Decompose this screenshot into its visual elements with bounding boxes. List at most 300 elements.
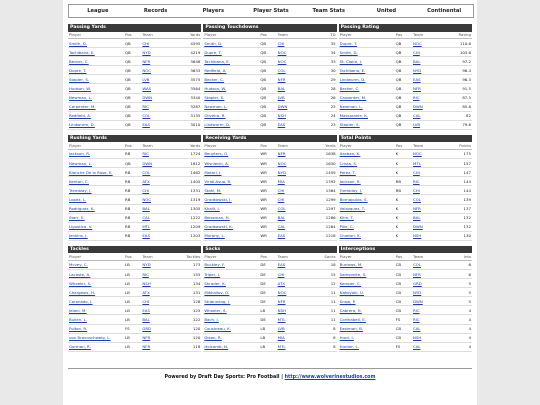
table-row (203, 306, 336, 315)
player-name[interactable]: Lindwurm, D. (203, 120, 259, 129)
team-code[interactable]: RIC (141, 269, 161, 278)
panel-passing-yards (68, 24, 201, 130)
player-position: QB (124, 84, 141, 93)
team-code[interactable]: EAS (277, 260, 297, 269)
team-code[interactable]: NYD (141, 260, 161, 269)
player-name[interactable]: Hudson, W. (203, 84, 259, 93)
player-name[interactable]: Smith, D. (339, 48, 395, 57)
table-row (203, 269, 336, 278)
nav-item-team-stats[interactable]: Team Stats (312, 8, 345, 14)
player-name[interactable]: Smith, D. (203, 39, 259, 48)
team-code[interactable]: NSH (412, 231, 432, 240)
team-code[interactable]: EAS (141, 231, 161, 240)
team-code[interactable]: EAS (277, 231, 297, 240)
player-position: QB (259, 111, 276, 120)
team-code[interactable]: DWN (141, 93, 161, 102)
stat-value: 1459 (297, 168, 337, 177)
player-name[interactable]: Becker, C. (203, 75, 259, 84)
column-header-pos: Pos (395, 142, 412, 149)
player-name[interactable]: Newman, L. (68, 159, 124, 168)
player-position: FS (124, 324, 141, 333)
column-header-team: Team (412, 253, 432, 260)
stat-value: 3135 (161, 111, 201, 120)
player-position: QB (259, 84, 276, 93)
team-code[interactable]: NOC (412, 149, 432, 158)
player-position: CB (395, 297, 412, 306)
player-name[interactable]: Lopez, L. (68, 195, 124, 204)
stat-value: 1630 (297, 159, 337, 168)
team-code[interactable]: BAL (277, 84, 297, 93)
player-name[interactable]: Shrader, K. (203, 279, 259, 288)
footer-link[interactable]: http://www.wolverinestudios.com (284, 375, 376, 380)
team-code[interactable]: NFR (412, 204, 432, 213)
table-header-row (68, 253, 201, 260)
team-code[interactable]: NOC (141, 66, 161, 75)
team-code[interactable]: NYD (412, 288, 432, 297)
stat-value: 1392 (297, 177, 337, 186)
player-position: QB (395, 84, 412, 93)
player-name[interactable]: Kemper, C. (339, 279, 395, 288)
team-code[interactable]: NSH (141, 279, 161, 288)
stat-value: 30 (297, 66, 337, 75)
player-name[interactable]: Stapler, S. (203, 93, 259, 102)
player-name[interactable]: Tachibana, E. (68, 48, 124, 57)
panel-title: Tackles (68, 246, 201, 254)
table-row (68, 306, 201, 315)
player-name[interactable]: Tachibana, E. (339, 66, 395, 75)
player-name[interactable]: Bullen, L. (68, 315, 124, 324)
column-header-yards: Yards (297, 142, 337, 149)
player-name[interactable]: Becker, C. (68, 57, 124, 66)
team-code[interactable]: COL (141, 111, 161, 120)
team-code[interactable]: DWN (412, 297, 432, 306)
team-code[interactable]: COL (412, 260, 432, 269)
table-row (68, 84, 201, 93)
player-name[interactable]: Newman, L. (203, 102, 259, 111)
player-position: K (395, 168, 412, 177)
table-row (203, 324, 336, 333)
player-name[interactable]: Becker, C. (339, 84, 395, 93)
stat-value: 4 (432, 333, 472, 342)
player-name[interactable]: Kenton, C. (68, 177, 124, 186)
stat-value: 173 (161, 260, 201, 269)
team-code[interactable]: MTL (141, 222, 161, 231)
table-row (68, 315, 201, 324)
table-row (68, 66, 201, 75)
team-code[interactable]: NFR (141, 342, 161, 351)
player-name[interactable]: Snow, P. (339, 297, 395, 306)
player-name[interactable]: Holcomb, N. (203, 342, 259, 351)
player-name[interactable]: Redfield, A. (203, 66, 259, 75)
player-name[interactable]: Triper, J. (203, 269, 259, 278)
team-code[interactable]: CHI (412, 48, 432, 57)
player-position: RB (124, 231, 141, 240)
team-code[interactable]: NFR (277, 297, 297, 306)
panel-rushing-yards (68, 135, 201, 241)
table-row (68, 120, 201, 129)
team-code[interactable]: NOC (277, 48, 297, 57)
player-name[interactable]: Dupre, T. (203, 48, 259, 57)
team-code[interactable]: NOC (277, 159, 297, 168)
team-code[interactable]: CHI (277, 195, 297, 204)
player-name[interactable]: Ligustica, V. (68, 222, 124, 231)
player-name[interactable]: Stubnnaug, J. (203, 297, 259, 306)
table-row (68, 269, 201, 278)
column-header-team: Team (277, 142, 297, 149)
player-position: QB (259, 57, 276, 66)
team-code[interactable]: LVB (412, 120, 432, 129)
stat-value: 33 (297, 57, 337, 66)
stat-value: 85.8 (432, 102, 472, 111)
team-code[interactable]: NOC (277, 288, 297, 297)
stat-value: 34 (297, 48, 337, 57)
player-name[interactable]: Perez, T. (339, 168, 395, 177)
player-name[interactable]: Wheeler, S. (203, 306, 259, 315)
player-name[interactable]: Coronado, J. (68, 297, 124, 306)
table-row (68, 75, 201, 84)
player-position: QB (124, 93, 141, 102)
stat-value: 1638 (297, 149, 337, 158)
stat-value: 1218 (297, 231, 337, 240)
team-code[interactable]: MTL (277, 342, 297, 351)
player-name[interactable]: Hudson, W. (68, 84, 124, 93)
player-name[interactable]: Stapler, S. (68, 75, 124, 84)
team-code[interactable]: COL (412, 195, 432, 204)
team-code[interactable]: DWN (277, 102, 297, 111)
player-name[interactable]: Fulton, R. (68, 324, 124, 333)
table-header-row (203, 142, 336, 149)
nav-item-players[interactable]: Players (202, 8, 225, 14)
team-code[interactable]: NYD (412, 66, 432, 75)
player-name[interactable]: Hunt, I. (339, 333, 395, 342)
table-row (339, 168, 472, 177)
player-name[interactable]: Azeban, K. (339, 149, 395, 158)
stat-value: 137 (432, 204, 472, 213)
stat-value: 11 (297, 288, 337, 297)
player-name[interactable]: Velazquez, T. (339, 204, 395, 213)
player-name[interactable]: Jenkins, J. (68, 231, 124, 240)
team-code[interactable]: RIC (141, 149, 161, 158)
table-row (339, 177, 472, 186)
table-row (339, 222, 472, 231)
team-code[interactable]: RIC (141, 102, 161, 111)
team-code[interactable]: CAL (412, 342, 432, 351)
player-name[interactable]: Burrows, M. (339, 260, 395, 269)
stat-leaders-grid (68, 24, 472, 352)
player-name[interactable]: Jackson, R. (339, 177, 395, 186)
player-position: QB (395, 66, 412, 75)
player-name[interactable]: Eastman, B. (339, 324, 395, 333)
team-code[interactable]: CHI (141, 186, 161, 195)
team-code[interactable]: NFR (277, 75, 297, 84)
player-name[interactable]: St. Claire, J. (339, 57, 395, 66)
team-code[interactable]: DWN (412, 102, 432, 111)
stat-value: 1405 (161, 177, 201, 186)
team-code[interactable]: NOC (141, 195, 161, 204)
team-code[interactable]: MTL (277, 315, 297, 324)
stat-value: 144 (432, 177, 472, 186)
player-name[interactable]: Redfield, A. (68, 111, 124, 120)
nav-item-league[interactable]: League (87, 8, 109, 14)
team-code[interactable]: DWN (141, 159, 161, 168)
player-position: CB (395, 260, 412, 269)
player-position: LB (124, 306, 141, 315)
team-code[interactable]: NYD (141, 48, 161, 57)
player-name[interactable]: Beissman, H. (203, 213, 259, 222)
player-name[interactable]: Gradkowski, J. (203, 195, 259, 204)
team-code[interactable]: NSH (412, 333, 432, 342)
player-name[interactable]: Tremblay, J. (68, 186, 124, 195)
player-name[interactable]: Dupre, T. (68, 66, 124, 75)
player-name[interactable]: Smith, D. (68, 39, 124, 48)
team-code[interactable]: NFR (412, 84, 432, 93)
table-row (339, 279, 472, 288)
stat-value: 110.6 (432, 39, 472, 48)
team-code[interactable]: RIC (412, 315, 432, 324)
team-code[interactable]: RIC (412, 93, 432, 102)
team-code[interactable]: EAS (141, 120, 161, 129)
stat-value: 3287 (161, 102, 201, 111)
player-name[interactable]: Cousineau, K. (203, 324, 259, 333)
team-code[interactable]: NSH (277, 111, 297, 120)
player-name[interactable]: Nakoyaki, U. (339, 288, 395, 297)
player-name[interactable]: Wisniecki, A. (203, 159, 259, 168)
player-name[interactable]: Newman, L. (339, 102, 395, 111)
team-code[interactable]: ATX (141, 288, 161, 297)
table-row (68, 102, 201, 111)
player-name[interactable]: Crista, S. (339, 159, 395, 168)
team-code[interactable]: NFR (277, 149, 297, 158)
team-code[interactable]: CHI (277, 186, 297, 195)
team-code[interactable]: BAL (141, 315, 161, 324)
player-name[interactable]: Gradkowski, K. (203, 222, 259, 231)
team-code[interactable]: BAL (412, 213, 432, 222)
table-row (203, 195, 336, 204)
player-name[interactable]: Khalil, J. (203, 204, 259, 213)
column-header-pos: Pos (259, 32, 276, 39)
player-position: RB (124, 222, 141, 231)
team-code[interactable]: COL (277, 66, 297, 75)
stat-value: 120 (161, 333, 201, 342)
team-code[interactable]: LVB (277, 93, 297, 102)
top-navigation (68, 4, 474, 18)
team-code[interactable]: GRD (412, 279, 432, 288)
player-name[interactable]: Lindwurm, D. (339, 75, 395, 84)
player-name[interactable]: Chargeois, H. (68, 288, 124, 297)
stat-value: 25 (297, 102, 337, 111)
team-code[interactable]: WAS (141, 84, 161, 93)
player-name[interactable]: Rodriguez, K. (68, 204, 124, 213)
nav-item-player-stats[interactable]: Player Stats (253, 8, 289, 14)
team-code[interactable]: GRD (141, 324, 161, 333)
player-position: K (395, 149, 412, 158)
player-name[interactable]: Gorman, R. (68, 342, 124, 351)
player-name[interactable]: Corthabell, E. (339, 315, 395, 324)
footer-separator: | (281, 375, 283, 380)
player-name[interactable]: Lacoste, A. (68, 269, 124, 278)
player-name[interactable]: Oliveira, R. (203, 111, 259, 120)
player-position: CB (395, 288, 412, 297)
table-row (339, 342, 472, 351)
table-row (339, 195, 472, 204)
team-code[interactable]: NFR (412, 269, 432, 278)
team-code[interactable]: CAL (412, 111, 432, 120)
team-code[interactable]: CAL (277, 222, 297, 231)
player-name[interactable]: Clueton, K. (339, 231, 395, 240)
team-code[interactable]: EAS (277, 120, 297, 129)
team-code[interactable]: NSH (277, 306, 297, 315)
player-name[interactable]: Dixon, R. (203, 333, 259, 342)
player-position: QB (124, 48, 141, 57)
table-row (203, 279, 336, 288)
player-position: QB (259, 120, 276, 129)
player-name[interactable]: Stahl, M. (203, 186, 259, 195)
team-code[interactable]: COL (141, 168, 161, 177)
team-code[interactable]: CHI (277, 39, 297, 48)
table-row (339, 93, 472, 102)
team-code[interactable]: CHI (141, 297, 161, 306)
stat-value: 4595 (161, 39, 201, 48)
player-name[interactable]: Newman, L. (68, 93, 124, 102)
table-row (68, 204, 201, 213)
team-code[interactable]: ATX (277, 279, 297, 288)
team-code[interactable]: NFR (141, 57, 161, 66)
player-position: QB (395, 102, 412, 111)
stat-value: 12 (297, 279, 337, 288)
stat-value: 35 (297, 39, 337, 48)
player-name[interactable]: Murphy, L. (203, 231, 259, 240)
table-row (68, 39, 201, 48)
team-code[interactable]: COL (277, 204, 297, 213)
player-name[interactable]: Cabrera, H. (339, 306, 395, 315)
player-position: DE (259, 288, 276, 297)
player-name[interactable]: Carpenter, M. (339, 93, 395, 102)
player-name[interactable]: Dupre, T. (339, 39, 395, 48)
team-code[interactable]: NOC (412, 39, 432, 48)
table-row (203, 93, 336, 102)
table-row (203, 39, 336, 48)
team-code[interactable]: NFR (141, 333, 161, 342)
team-code[interactable]: MIA (277, 333, 297, 342)
player-position: QB (395, 39, 412, 48)
panel-title: Rushing Yards (68, 135, 201, 143)
player-position: QB (395, 57, 412, 66)
team-code[interactable]: ATX (141, 177, 161, 186)
nav-item-united[interactable]: United (376, 8, 397, 14)
player-position: RB (124, 204, 141, 213)
player-name[interactable]: Starr, E. (68, 213, 124, 222)
team-code[interactable]: EAS (412, 75, 432, 84)
player-name[interactable]: Klim, T. (339, 213, 395, 222)
team-code[interactable]: CHI (412, 186, 432, 195)
player-name[interactable]: Massaranie, K. (339, 111, 395, 120)
stat-value: 4 (432, 342, 472, 351)
table-row (68, 222, 201, 231)
table-row (68, 297, 201, 306)
team-code[interactable]: CAL (412, 324, 432, 333)
player-name[interactable]: Wheeler, S. (68, 279, 124, 288)
team-code[interactable]: LVB (277, 324, 297, 333)
player-name[interactable]: Beuyters, O. (203, 149, 259, 158)
stat-value: 29 (297, 75, 337, 84)
stat-value: 139 (432, 195, 472, 204)
table-row (68, 111, 201, 120)
player-name[interactable]: Jelani, M. (68, 306, 124, 315)
player-name[interactable]: Mikhailov, O. (203, 288, 259, 297)
team-code[interactable]: BAL (277, 213, 297, 222)
team-code[interactable]: CAL (141, 213, 161, 222)
column-header-pos: Pos (124, 32, 141, 39)
player-name[interactable]: Samsonite, S. (339, 269, 395, 278)
stat-value: 11 (297, 297, 337, 306)
player-name[interactable]: Stapler, S. (339, 120, 395, 129)
player-name[interactable]: Lindwurm, D. (68, 120, 124, 129)
player-name[interactable]: von Braunschweig, L. (68, 333, 124, 342)
player-name[interactable]: Tachibana, E. (203, 57, 259, 66)
player-name[interactable]: Jackson, R. (68, 149, 124, 158)
team-code[interactable]: DWN (412, 222, 432, 231)
player-name[interactable]: Pike, C. (339, 222, 395, 231)
table-row (339, 306, 472, 315)
stat-value: 6 (432, 260, 472, 269)
player-position: RB (124, 213, 141, 222)
team-code[interactable]: MIA (277, 177, 297, 186)
player-name[interactable]: Viridi-Asua, R. (203, 177, 259, 186)
table-row (203, 315, 336, 324)
player-name[interactable]: Buckley, F. (203, 260, 259, 269)
team-code[interactable]: CHI (412, 168, 432, 177)
player-name[interactable]: Tremblay, J. (339, 186, 395, 195)
team-code[interactable]: BAL (141, 204, 161, 213)
stat-value: 1364 (297, 186, 337, 195)
player-name[interactable]: Bornapulos, S. (339, 195, 395, 204)
column-header-team: Team (412, 32, 432, 39)
player-name[interactable]: Bach, J. (203, 315, 259, 324)
column-header-sacks: Sacks (297, 253, 337, 260)
panel-tackles (68, 246, 201, 352)
team-code[interactable]: LVB (141, 75, 161, 84)
player-position: RB (395, 177, 412, 186)
team-code[interactable]: NOC (277, 57, 297, 66)
team-code[interactable]: BAL (412, 57, 432, 66)
team-code[interactable]: EAS (141, 306, 161, 315)
player-position: FS (395, 342, 412, 351)
team-code[interactable]: CHI (277, 269, 297, 278)
player-position: DE (259, 279, 276, 288)
player-position: WR (259, 159, 276, 168)
player-name[interactable]: Carpenter, M. (68, 102, 124, 111)
table-row (203, 260, 336, 269)
team-code[interactable]: RIC (412, 177, 432, 186)
footer-divider (68, 368, 472, 369)
stat-value: 1209 (161, 222, 201, 231)
team-code[interactable]: NYD (277, 168, 297, 177)
player-name[interactable]: Hunter, L. (339, 342, 395, 351)
nav-item-records[interactable]: Records (143, 8, 168, 14)
table-row (339, 149, 472, 158)
player-position: QB (124, 66, 141, 75)
nav-item-continental[interactable]: Continental (427, 8, 462, 14)
team-code[interactable]: RIC (412, 306, 432, 315)
player-position: RB (395, 186, 412, 195)
team-code[interactable]: MTL (412, 159, 432, 168)
player-name[interactable]: Blanche De la Rosa, E. (68, 168, 124, 177)
team-code[interactable]: CHI (141, 39, 161, 48)
player-name[interactable]: Mcvey, C. (68, 260, 124, 269)
player-position: LB (124, 269, 141, 278)
player-name[interactable]: Matari, J. (203, 168, 259, 177)
stat-value: 1462 (161, 168, 201, 177)
